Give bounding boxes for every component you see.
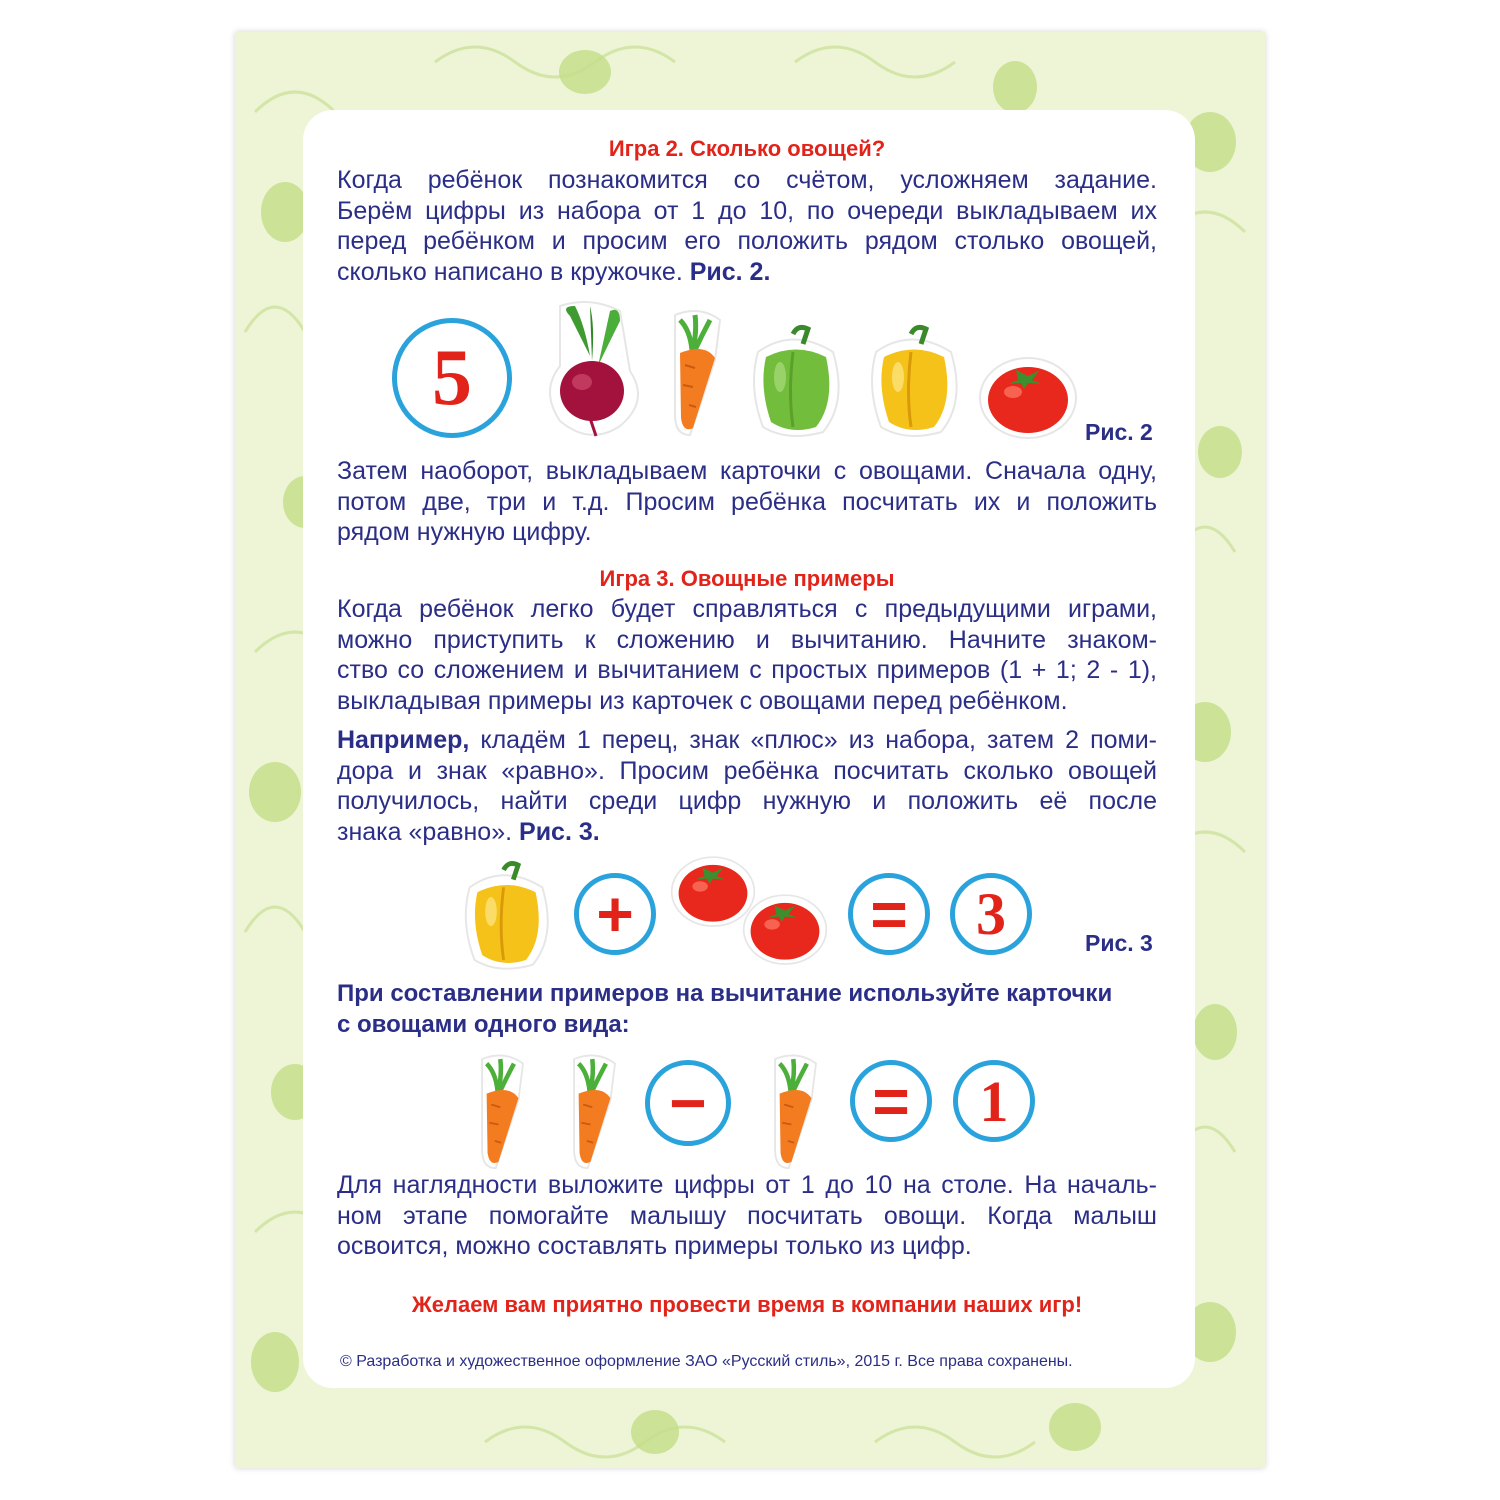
carrot-icon bbox=[655, 305, 730, 437]
text-line bbox=[337, 257, 1157, 288]
tomato-icon bbox=[978, 350, 1078, 440]
text-line: Для наглядности выложите цифры от 1 до 10 на столе. На началь- bbox=[337, 1171, 1157, 1199]
game2-reverse bbox=[337, 456, 1157, 548]
figure-2-label: Рис. 2 bbox=[1085, 419, 1153, 445]
text-line: рядом нужную цифру. bbox=[337, 518, 592, 546]
game3-intro bbox=[337, 594, 1157, 716]
carrot-icon bbox=[555, 1050, 625, 1170]
carrot-icon bbox=[756, 1050, 826, 1170]
number-circle: 1 bbox=[953, 1060, 1035, 1142]
carrot-icon bbox=[463, 1050, 533, 1170]
yellow-pepper-icon bbox=[866, 322, 961, 437]
final-advice bbox=[337, 1170, 1157, 1262]
copyright-notice: © Разработка и художественное оформление ЗАО «Русский стиль», 2015 г. Все права сохранены. bbox=[340, 1353, 1073, 1370]
green-pepper-icon bbox=[748, 322, 843, 437]
text-line bbox=[337, 725, 1157, 756]
figure-reference: Рис. 3. bbox=[519, 817, 600, 846]
text-line: ном этапе помогайте малышу посчитать овощи. Когда малыш bbox=[337, 1201, 1157, 1230]
minus-sign-circle: − bbox=[645, 1060, 731, 1146]
text-line: перед ребёнком и просим его положить рядом столько овощей, bbox=[337, 227, 1157, 255]
figure-3-label: Рис. 3 bbox=[1085, 930, 1153, 956]
text-line: выкладывая примеры из карточек с овощами перед ребёнком. bbox=[337, 686, 1068, 715]
text-line: можно приступить к сложению и вычитанию. Начните знаком- bbox=[337, 625, 1157, 654]
text-line: ство со сложением и вычитанием с простых примеров (1 + 1; 2 - 1), bbox=[337, 656, 1157, 684]
text-line: Когда ребёнок легко будет справляться с предыдущими играми, bbox=[337, 595, 1157, 623]
text-line: При составлении примеров на вычитание используйте карточки bbox=[337, 980, 1113, 1007]
game3-example bbox=[337, 725, 1157, 847]
text-line: с овощами одного вида: bbox=[337, 1011, 630, 1038]
text-fragment: сколько написано в кружочке. bbox=[337, 257, 683, 286]
tomato-icon bbox=[742, 888, 828, 966]
text-line: Берём цифры из набора от 1 до 10, по очереди выкладываем их bbox=[337, 196, 1157, 225]
number-circle: 3 bbox=[950, 873, 1032, 955]
game2-title: Игра 2. Сколько овощей? bbox=[608, 136, 886, 161]
closing-wish: Желаем вам приятно провести время в компании наших игр! bbox=[411, 1292, 1083, 1317]
subtraction-hint bbox=[337, 978, 1157, 1040]
text-line: Затем наоборот, выкладываем карточки с овощами. Сначала одну, bbox=[337, 457, 1157, 485]
figure-reference: Рис. 2. bbox=[689, 257, 771, 286]
text-fragment: знака «равно». bbox=[337, 817, 513, 846]
equals-sign-circle: = bbox=[850, 1060, 932, 1142]
beet-icon bbox=[540, 296, 640, 438]
text-line bbox=[337, 817, 1157, 848]
yellow-pepper-icon bbox=[460, 858, 552, 970]
text-line: освоится, можно составлять примеры только из цифр. bbox=[337, 1232, 972, 1260]
example-lead: Например, bbox=[337, 726, 470, 754]
text-line: Когда ребёнок познакомится со счётом, усложняем задание. bbox=[337, 166, 1157, 194]
text-fragment: кладём 1 перец, знак «плюс» из набора, затем 2 поми- bbox=[469, 726, 1157, 754]
game2-intro bbox=[337, 165, 1157, 287]
text-line: дора и знак «равно». Просим ребёнка посчитать сколько овощей bbox=[337, 756, 1157, 785]
plus-sign-circle: + bbox=[574, 873, 656, 955]
equals-sign-circle: = bbox=[848, 873, 930, 955]
game3-title: Игра 3. Овощные примеры bbox=[599, 566, 895, 591]
text-line: получилось, найти среди цифр нужную и положить её после bbox=[337, 787, 1157, 815]
text-line: потом две, три и т.д. Просим ребёнка посчитать их и положить bbox=[337, 487, 1157, 516]
number-circle: 5 bbox=[392, 318, 512, 438]
